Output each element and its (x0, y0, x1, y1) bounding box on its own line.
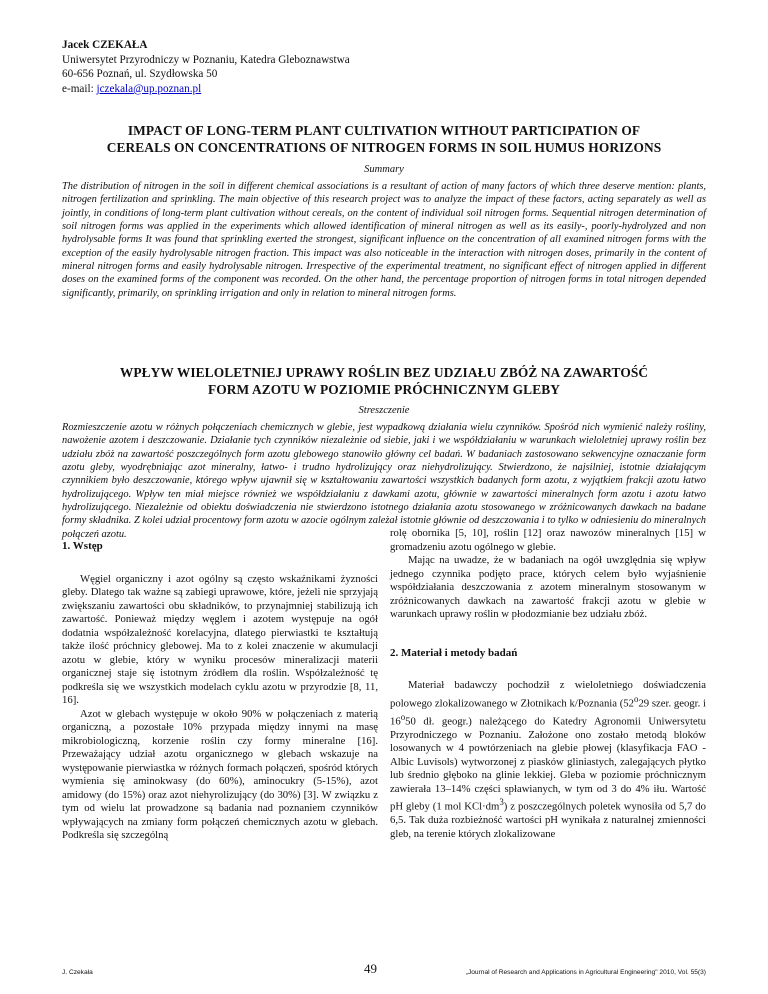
english-title (40, 122, 728, 156)
email-link[interactable]: jczekala@up.poznan.pl (96, 82, 202, 95)
section-1-paragraph-4: Mając na uwadze, że w badaniach na ogół uwzględnia się wpływ jednego czynnika podjęto prace, których celem było wyjaśnienie współdziałania deszczowania z azotem mineralnym stosowanym w zróżnicowanych dawkach na zawartość frakcji azotu w glebie w warunkach uprawy roślin w płodozmianie bez udziału zbóż. (390, 554, 706, 620)
s2-text-e: dł. geogr.) należącego do Katedry Agronomii Uniwersytetu Przyrodniczego w Poznaniu. Założone ono zostało metodą bloków losowanych w 4 powtórzeniach na glebie płowej (klasyfikacja FAO - Albic Luvisols) wytworzonej z piasków gliniastych, zalegających płytko lub średnio głęboko na glinie lekkiej. Gleba w poziomie próchnicznym zawierała 13–14% części spławianych, w tym od 3 do 4% iłu. Wartość pH gleby (1 mol KCl·dm (390, 715, 706, 813)
summary-heading: Summary (364, 164, 404, 175)
s2-text-a: Materiał badawczy pochodził z wieloletniego doświadczenia polowego zlokalizowanego w Złotnikach k/Poznania (52 (390, 679, 706, 710)
author-block (62, 38, 350, 96)
s2-text-c: szer. geogr. i 16 (390, 697, 706, 728)
streszczenie-heading: Streszczenie (358, 405, 410, 416)
english-title-line-2: CEREALS ON CONCENTRATIONS OF NITROGEN FORMS IN SOIL HUMUS HORIZONS (106, 140, 662, 155)
footer-author: J. Czekała (62, 969, 93, 976)
footer-journal: „Journal of Research and Applications in Agricultural Engineering" 2010, Vol. 55(3) (465, 969, 706, 976)
left-column (62, 540, 378, 843)
author-affiliation: Uniwersytet Przyrodniczy w Poznaniu, Katedra Gleboznawstwa (62, 53, 350, 66)
english-title-line-1: IMPACT OF LONG-TERM PLANT CULTIVATION WITHOUT PARTICIPATION OF (127, 123, 641, 138)
page-number: 49 (364, 961, 377, 976)
section-1-paragraph-1: Węgiel organiczny i azot ogólny są często wskaźnikami żyzności gleby. Dlatego tak ważne są zabiegi uprawowe, które, jeżeli nie sprzyjają zwiększaniu zawartości obu składników, to przynajmniej stabilizują ich zawartość. Ponieważ między węglem i azotem występuje na ogół dodatnia współzależność korelacyjna, dlatego pierwiastki te kształtują także ilość próchnicy glebowej. Ma to z kolei znaczenie w akumulacji azotu w glebie, który w wyniku procesów mineralizacji materii organicznej staje się istotnym źródłem dla roślin. Współzależność tę podkreśla się we wszystkich modelach cyklu azotu w przyrodzie [8, 11, 16]. (62, 572, 378, 706)
author-name: Jacek CZEKAŁA (62, 39, 148, 51)
section-2-heading: 2. Materiał i metody badań (390, 646, 518, 659)
degree-sup-1: o (633, 693, 639, 704)
polish-summary: Rozmieszczenie azotu w różnych połączeniach chemicznych w glebie, jest wypadkową działania wielu czynników. Spośród nich wymienić należy rośliny, nawożenie azotem i deszczowanie. Działanie tych czynników niezależnie od siebie, jaki i we współdziałaniu w warunkach wieloletniej uprawy roślin bez udziału zbóż na zawartość poszczególnych form azotu glebowego stanowiło główny cel badań. W badaniach zastosowano sekwencyjne oznaczanie form azotu gleby, wyodrębniając azot mineralny, łatwo- i trudno hydrolizujący oraz niehydrolizujący. Stwierdzono, że najsilniej, istotnie działającym czynnikiem było deszczowanie, którego wpływ ujawnił się w kształtowaniu zawartości wszystkich badanych form azotu, z wyjątkiem frakcji azotu łatwo hydrolizującego. Wpływ ten miał miejsce również we współdziałaniu z dawkami azotu, głównie w zawartości mineralnych form azotu i azotu łatwo hydrolizującego. Niezależnie od obiektu doświadczenia nie stwierdzono istotnego działania azotu stosowanego w zróżnicowanych dawkach na badane formy składnika. Z kolei udział procentowy form azotu w azocie ogólnym zależał istotnie głównie od deszczowania i to tylko w odniesieniu do mineralnych połączeń azotu. (62, 422, 706, 540)
section-1-paragraph-2: Azot w glebach występuje w około 90% w połączeniach z materią organiczną, a pozostałe 10% przypada między innymi na masę mikrobiologiczną, korzenie roślin czy formy mineralne [16]. Przeważający udział azotu organicznego w glebach wskazuje na występowanie pierwiastka w różnych formach połączeń, spośród których wymienia się aminokwasy (do 60%), aminocukry (5-15%), azot amidowy (do 15%) oraz azot niehyrolizujący (do 30%) [3]. W związku z tym od wielu lat prowadzone są badania nad poznaniem czynników wpływających na zmiany form połączeń chemicznych azotu w glebach. Podkreśla się szczególną (62, 707, 378, 841)
email-label: e-mail: (62, 82, 97, 95)
s2-text-f: ) z poszczególnych poletek wynosiła od 5,7 do 6,5. Tak duża rozbieżność wartości pH wynikała z naturalnej zmienności gleb, na terenie których zlokalizowane (390, 800, 706, 840)
s2-text-b: 29 (638, 697, 650, 710)
superscript-3: 3 (499, 797, 504, 808)
section-1-heading: 1. Wstęp (62, 540, 103, 552)
polish-title-line-1: WPŁYW WIELOLETNIEJ UPRAWY ROŚLIN BEZ UDZIAŁU ZBÓŻ NA ZAWARTOŚĆ (119, 365, 649, 380)
polish-title (40, 364, 728, 398)
s2-text-d: 50 (405, 715, 416, 728)
english-summary: The distribution of nitrogen in the soil in different chemical associations is a resultant of action of many factors of which three deserve mention: plants, nitrogen fertilization and sprinkling. The main objective of this research project was to analyze the impact of these factors, acting separately as well as jointly, in conditions of long-term plant cultivation without cereals, on the content of individual soil nitrogen forms. Sequential nitrogen determination of soil nitrogen forms was applied in the experiments which allowed identification of mineral nitrogen as well as its easily-, poorly-hydrolyzed and non hydrolysable forms It was found that sprinkling exerted the strongest, significant influence on the concentration of all examined nitrogen forms with the exception of the easily hydrolysable nitrogen fraction. This impact was also noticeable in the interaction with nitrogen doses, primarily in the content of mineral nitrogen forms and easily hydrolysable nitrogen. Irrespective of the experimental treatment, no significant effect of nitrogen applied in different doses on the examined forms of the component was recorded. On the other hand, the percentage proportion of nitrogen forms in total nitrogen depended significantly, primarily, on sprinkling irrigation and only in relation to mineral nitrogen forms. (62, 181, 706, 299)
section-1-paragraph-3: rolę obornika [5, 10], roślin [12] oraz nawozów mineralnych [15] w gromadzeniu azotu ogólnego w glebie. (390, 527, 706, 553)
section-2-paragraph-1 (390, 679, 706, 841)
degree-sup-2: o (400, 711, 406, 722)
polish-title-line-2: FORM AZOTU W POZIOMIE PRÓCHNICZNYM GLEBY (207, 382, 561, 397)
author-email-line (62, 82, 350, 97)
right-column (390, 527, 706, 841)
author-address: 60-656 Poznań, ul. Szydłowska 50 (62, 68, 218, 81)
